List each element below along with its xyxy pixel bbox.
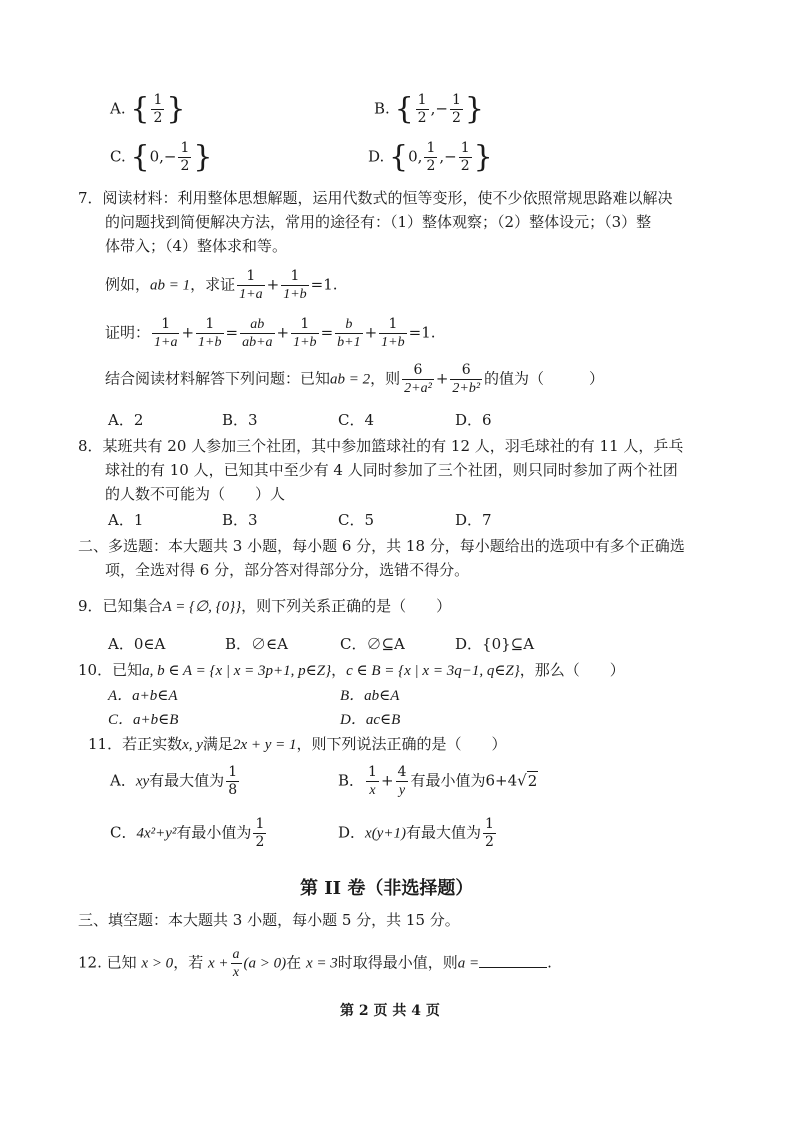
q7-example: 例如，ab = 1，求证 $\frac{1}{1+a}$ + $\frac{1}{1+b}$ =1. [105,268,338,302]
q10-option-c: C．a+b∈B [108,712,179,728]
q10-option-b: B．ab∈A [340,688,400,704]
q7-line3: 体带入；（4）整体求和等。 [105,237,288,255]
q11-option-d: D．x(y+1)有最大值为 $\frac{1}{2}$ [338,816,494,850]
q6-option-b: B. { $\frac{1}{2}$ ,− $\frac{1}{2}$ } [374,91,484,127]
q7-option-a: A．2 [108,411,144,429]
q7-option-d: D．6 [455,411,492,429]
q6-option-a: A. { $\frac{1}{2}$ } [110,91,186,127]
q7-question: 结合阅读材料解答下列问题：已知ab = 2，则 $\frac{6}{\text{2+a²}}$ + $\frac{6}{\text{2+b²}}$ 的值为（ ） [105,362,605,396]
q8-option-b: B．3 [222,511,258,529]
q9-option-b: B．∅∈A [225,635,288,653]
q9-option-c: C．∅⊆A [340,635,405,653]
q7-line1: 7．阅读材料：利用整体思想解题，运用代数式的恒等变形，使不少依照常规思路难以解决 [78,189,673,207]
q7-option-b: B．3 [222,411,258,429]
q12-stem: 12. 已知 x > 0，若 x + $\frac{a}{x}$ (a > 0)在 x = 3时取得最小值，则a = . [78,947,552,980]
q10-option-a: A．a+b∈A [108,688,178,704]
q8-line3: 的人数不可能为（ ）人 [105,485,286,503]
q8-line2: 球社的有 10 人，已知其中至少有 4 人同时参加了三个社团，则只同时参加了两个社团 [105,461,678,479]
q7-line2: 的问题找到简便解决方法，常用的途径有：（1）整体观察；（2）整体设元；（3）整 [105,213,652,231]
section2-line1: 二、多选题：本大题共 3 小题，每小题 6 分，共 18 分，每小题给出的选项中有多个正确选 [78,537,685,555]
q8-option-a: A．1 [108,511,144,529]
q6-option-c: C. {0,− $\frac{1}{2}$ } [110,139,213,175]
q8-line1: 8．某班共有 20 人参加三个社团，其中参加篮球社的有 12 人，羽毛球社的有 11 人，乒乓 [78,437,684,455]
option-label: A. [110,99,126,118]
fraction: $\frac{1}{2}$ [153,92,163,126]
section3-heading: 三、填空题：本大题共 3 小题，每小题 5 分，共 15 分。 [78,911,460,929]
answer-blank[interactable] [479,953,547,968]
page-footer: 第 2 页 共 4 页 [340,1003,440,1019]
q11-option-b: B． $\frac{1}{x}$ + $\frac{4}{y}$ 有最小值为6+4√2 [338,764,538,798]
q9-option-a: A．0∈A [108,635,166,653]
q6-option-d: D. {0, $\frac{1}{2}$ ,− $\frac{1}{2}$ } [368,139,493,175]
q9-option-d: D．{0}⊆A [455,635,535,653]
q7-proof: 证明： $\frac{1}{1+a}$ + $\frac{1}{1+b}$ = $\frac{ab}{ab+a}$ + $\frac{1}{1+b}$ = $\frac{b}{b+1}$ + $\frac{1}{1+b}$ =1. [105,316,436,350]
q7-option-c: C．4 [338,411,375,429]
q8-option-c: C．5 [338,511,375,529]
q10-option-d: D．ac∈B [340,712,401,728]
q8-option-d: D．7 [455,511,492,529]
section2-line2: 项，全选对得 6 分，部分答对得部分分，选错不得分。 [105,561,470,579]
q11-option-a: A．xy有最大值为 $\frac{1}{8}$ [110,764,238,798]
q10-stem: 10．已知a, b ∈ A = {x | x = 3p+1, p∈Z}，c ∈ B = {x | x = 3q−1, q∈Z}，那么（ ） [78,661,625,679]
q11-stem: 11．若正实数x, y满足2x + y = 1，则下列说法正确的是（ ） [88,735,507,753]
q11-option-c: C．4x²+y²有最小值为 $\frac{1}{2}$ [110,816,265,850]
part2-title: 第 II 卷（非选择题） [300,878,474,899]
q9-stem: 9．已知集合A = {∅, {0}}，则下列关系正确的是（ ） [78,597,452,615]
